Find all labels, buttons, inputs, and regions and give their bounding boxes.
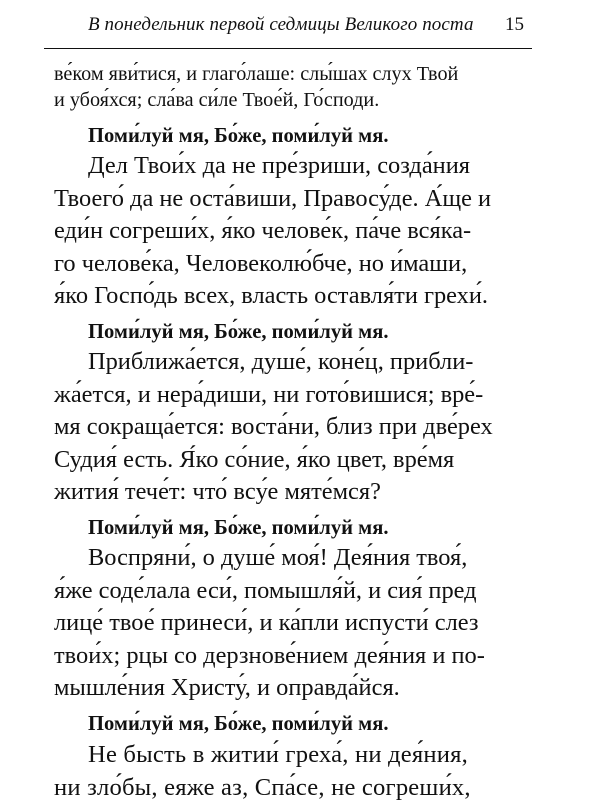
refrain: Поми́луй мя, Бо́же, поми́луй мя.: [88, 712, 389, 735]
troparion-stanza: [54, 150, 542, 313]
text-line: Приближа́ется, душе́, коне́ц, прибли-: [88, 347, 474, 375]
text-line: твои́х; рцы со дерзнове́нием дея́ния и по-: [54, 641, 485, 669]
text-line: лице́ твое́ принеси́, и ка́пли испусти́ слез: [54, 609, 479, 637]
text-line: Не бысть в житии́ греха́, ни дея́ния,: [88, 740, 468, 768]
page-header: [44, 8, 532, 49]
text-line: мышле́ния Христу́, и оправда́йся.: [54, 674, 400, 702]
text-line: я́же соде́лала еси́, помышля́й, и сия́ пред: [54, 576, 477, 604]
troparion-stanza: [54, 738, 542, 804]
text-line: Судия́ есть. Я́ко со́ние, я́ко цвет, вре́мя: [54, 445, 455, 473]
text-line: и убоя́хся; сла́ва си́ле Твое́й, Го́споди.: [54, 88, 380, 111]
page-number: 15: [505, 14, 524, 35]
text-line: Твоего́ да не оста́виши, Правосу́де. А́ще и: [54, 184, 492, 212]
text-line: еди́н согреши́х, я́ко челове́к, па́че вся́ка-: [54, 217, 472, 245]
troparion-stanza: [54, 542, 542, 705]
text-line: Дел Твои́х да не пре́зриши, созда́ния: [88, 152, 470, 179]
running-title: В понедельник первой седмицы Великого поста: [88, 14, 474, 35]
opening-fragment: [54, 62, 542, 113]
refrain: Поми́луй мя, Бо́же, поми́луй мя.: [88, 320, 389, 343]
refrain: Поми́луй мя, Бо́же, поми́луй мя.: [88, 516, 389, 539]
liturgical-text: [54, 62, 542, 804]
refrain: Поми́луй мя, Бо́же, поми́луй мя.: [88, 125, 389, 147]
text-line: жития́ тече́т: что́ вcу́е мяте́мся?: [54, 478, 381, 506]
text-line: жа́ется, и нера́диши, ни гото́вишися; вре́-: [54, 380, 484, 408]
text-line: ве́ком яви́тися, и глаго́лаше: слы́шах слух Твой: [54, 63, 459, 85]
text-line: ни зло́бы, еяже аз, Спа́се, не согреши́х,: [54, 773, 471, 801]
text-line: я́ко Госпо́дь всех, власть оставля́ти грехи́.: [54, 282, 489, 310]
troparion-stanza: [54, 346, 542, 509]
text-line: мя сокраща́ется: воста́ни, близ при две́рех: [54, 413, 493, 441]
text-line: Воспряни́, о душе́ моя́! Дея́ния твоя́,: [88, 543, 468, 571]
text-line: го челове́ка, Человеколю́бче, но и́маши,: [54, 249, 468, 277]
